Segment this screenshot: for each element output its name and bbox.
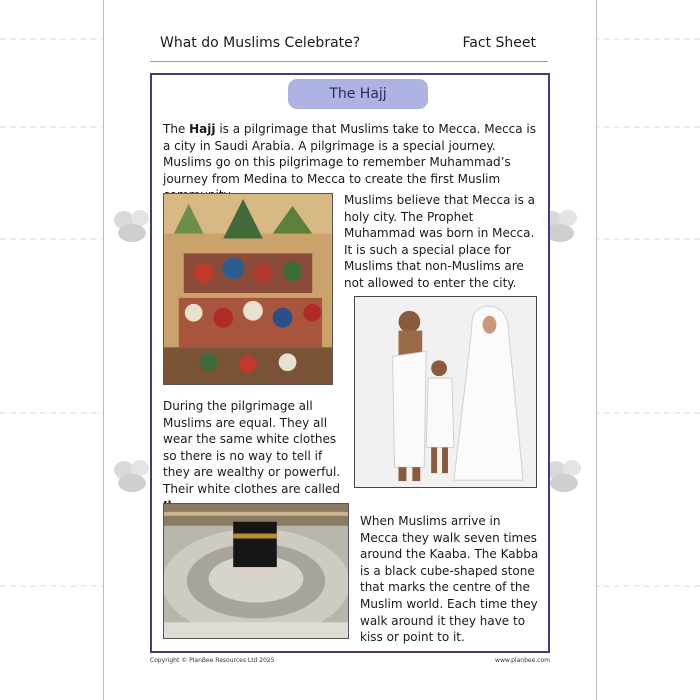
family-ihram-image [354, 296, 537, 488]
equal-text-start: During the pilgrimage all Muslims are equal. They all wear the same white clothes so there is no way to tell if they are wealthy or powerful. Their white clothes are called [163, 399, 341, 496]
section-title: The Hajj [288, 79, 428, 109]
equal-paragraph [163, 398, 349, 514]
bee-icon [108, 456, 156, 496]
header-title: What do Muslims Celebrate? [160, 35, 361, 51]
header-subtitle: Fact Sheet [462, 35, 536, 51]
intro-text-end: is a pilgrimage that Muslims take to Mecca. Mecca is a city in Saudi Arabia. A pilgrimage is a special journey. Muslims go on this pilgrimage to remember Muhammad’s journey from Medina to Mecca to create the first Muslim [163, 122, 536, 186]
bee-icon [108, 206, 156, 246]
website-link[interactable]: www.planbee.com [495, 657, 550, 664]
hajj-term: Hajj [189, 122, 216, 136]
mecca-holy-paragraph: Muslims believe that Mecca is a holy city. The Prophet Muhammad was born in Mecca. It is such a special place for Muslims that non-Muslims are not allowed to enter the city. [344, 193, 536, 290]
manuscript-painting-image [163, 193, 333, 385]
kaaba-paragraph: When Muslims arrive in Mecca they walk seven times around the Kaaba. The Kabba is a black cube-shaped stone that marks the centre of the Muslim world. Each time they walk around it they have to kiss or point to it. [360, 514, 539, 645]
copyright-notice: Copyright © PlanBee Resources Ltd 2025 [150, 657, 275, 664]
intro-text-start: The [163, 122, 190, 136]
kaaba-crowd-image [163, 503, 349, 639]
page-header [150, 30, 548, 62]
